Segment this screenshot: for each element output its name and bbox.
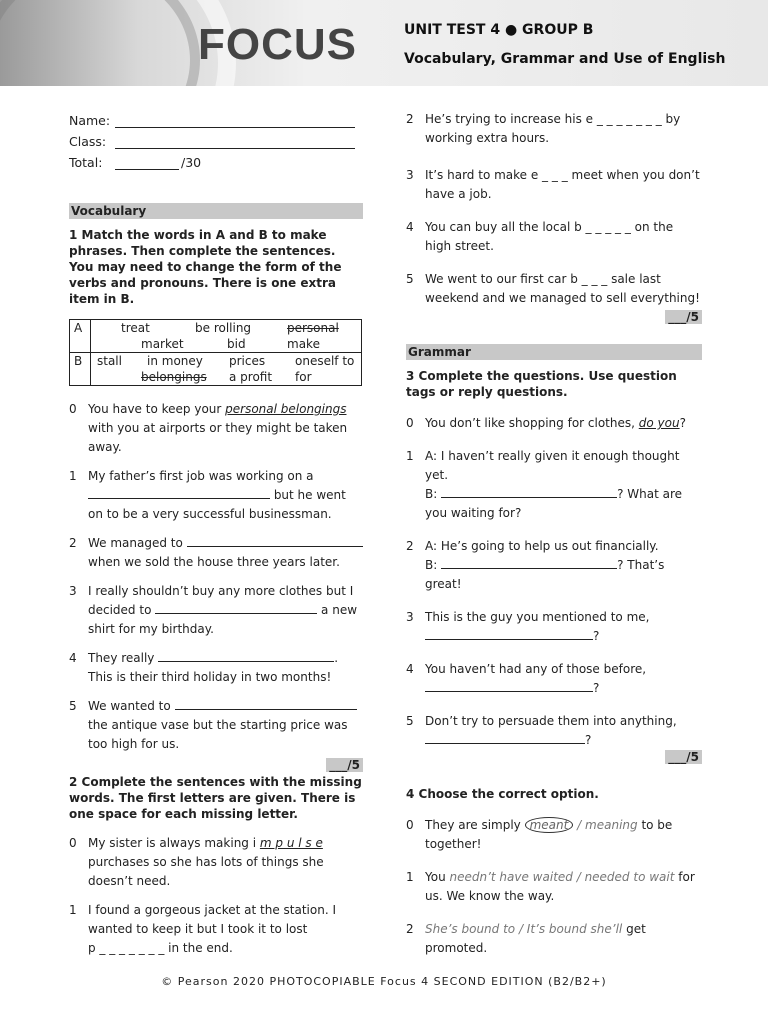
- score-box: ___/5: [665, 750, 702, 764]
- item-text: with you at airports or they might be taken away.: [88, 421, 348, 454]
- answer-blank[interactable]: [155, 601, 317, 614]
- speaker-label: B:: [425, 558, 442, 572]
- item-text: ? That’s great!: [425, 558, 665, 591]
- ex2-instruction: 2 Complete the sentences with the missing words. The first letters are given. There is one space for each missing letter.: [69, 775, 362, 821]
- ex3-item: [406, 660, 702, 698]
- item-text: for us. We know the way.: [425, 870, 695, 903]
- word-b: oneself to: [295, 354, 355, 368]
- item-number: 2: [406, 539, 414, 553]
- unit-title: UNIT TEST 4 ● GROUP B: [404, 22, 594, 38]
- item-text: We managed to: [88, 536, 187, 550]
- example-answer: personal belongings: [225, 402, 347, 416]
- word-a: personal: [287, 321, 339, 335]
- item-number: 2: [406, 112, 414, 126]
- ex4-item: [406, 920, 702, 958]
- score-box: ___/5: [665, 310, 702, 324]
- row-a-label: A: [70, 320, 91, 353]
- ex3-item: [406, 608, 702, 646]
- item-text: We wanted to: [88, 699, 175, 713]
- item-number: 1: [69, 469, 77, 483]
- ex1-instruction: 1 Match the words in A and B to make phrases. Then complete the sentences. You may need to change the form of the verbs and pronouns. There is one extra item in B.: [69, 228, 342, 306]
- score-box: ___/5: [326, 758, 363, 772]
- item-text: This is the guy you mentioned to me,: [425, 610, 650, 624]
- name-label: Name:: [69, 113, 111, 128]
- option[interactable]: needn’t have waited / needed to wait: [449, 870, 675, 884]
- item-number: 1: [69, 903, 77, 917]
- item-number: 5: [69, 699, 77, 713]
- page-header: [0, 0, 768, 86]
- item-text: You have to keep your: [88, 402, 226, 416]
- answer-blank[interactable]: [425, 679, 593, 692]
- item-text: get promoted.: [425, 922, 646, 955]
- item-text: You don’t like shopping for clothes,: [425, 416, 639, 430]
- word-b: stall: [97, 354, 122, 368]
- ex1-item: [69, 582, 363, 639]
- ex2-item: [406, 218, 702, 256]
- item-text: to be together!: [425, 818, 673, 851]
- option[interactable]: She’s bound to / It’s bound she’ll: [425, 922, 623, 936]
- name-field: [69, 110, 363, 131]
- ex1-item: [69, 649, 363, 687]
- item-text: purchases so she has lots of things she doesn’t need.: [88, 855, 324, 888]
- answer-blank[interactable]: [441, 485, 617, 498]
- item-text: a new shirt for my birthday.: [88, 603, 358, 636]
- ex1-item: [69, 697, 363, 754]
- row-b-label: B: [70, 353, 91, 386]
- class-field: [69, 131, 363, 152]
- item-number: 5: [406, 714, 414, 728]
- word-b: for: [295, 370, 312, 384]
- item-text: ? What are you waiting for?: [425, 487, 683, 520]
- circled-option[interactable]: meant: [525, 817, 574, 833]
- word-a: treat: [121, 321, 150, 335]
- item-text: Don’t try to persuade them into anything,: [425, 714, 677, 728]
- ex3-score: [406, 750, 702, 764]
- ex4-instruction: 4 Choose the correct option.: [406, 787, 599, 801]
- ex3-item: [406, 712, 702, 750]
- item-number: 5: [406, 272, 414, 286]
- ex3-item: [406, 414, 702, 433]
- item-text: You: [425, 870, 450, 884]
- logo-area: [0, 0, 390, 86]
- item-text: He’s trying to increase his e _ _ _ _ _ _ _ by working extra hours.: [425, 112, 681, 145]
- word-b: belongings: [141, 370, 207, 384]
- item-number: 3: [69, 584, 77, 598]
- example-answer: m p u l s e: [259, 836, 323, 850]
- item-number: 4: [69, 651, 77, 665]
- right-column: [406, 110, 702, 958]
- item-text: ?: [585, 733, 592, 747]
- answer-blank[interactable]: [187, 534, 363, 547]
- option[interactable]: meaning: [585, 818, 638, 832]
- word-a: make: [287, 337, 320, 351]
- item-text: ?: [593, 681, 600, 695]
- answer-blank[interactable]: [88, 486, 270, 499]
- class-label: Class:: [69, 134, 107, 149]
- item-number: 3: [406, 168, 414, 182]
- page-footer: © Pearson 2020 PHOTOCOPIABLE Focus 4 SECOND EDITION (B2/B2+): [161, 975, 607, 988]
- ex1-item: [69, 400, 363, 457]
- word-table: [69, 319, 362, 386]
- item-number: 0: [406, 818, 414, 832]
- decorative-swirl-inner: [0, 0, 200, 86]
- item-text: the antique vase but the starting price was too high for us.: [88, 718, 348, 751]
- word-b: prices: [229, 354, 266, 368]
- answer-blank[interactable]: [425, 731, 585, 744]
- ex2-score: [406, 310, 702, 324]
- ex2-item: [406, 270, 702, 308]
- item-text: My father’s first job was working on a: [88, 469, 314, 483]
- item-text: I really shouldn’t buy any more clothes but I decided to: [88, 584, 354, 617]
- ex2-item: [406, 110, 702, 148]
- ex3-item: [406, 447, 702, 523]
- focus-logo: FOCUS: [198, 20, 357, 69]
- item-text: A: He’s going to help us out financially.: [425, 539, 659, 553]
- item-text: A: I haven’t really given it enough thought yet.: [425, 449, 680, 482]
- answer-blank[interactable]: [441, 556, 617, 569]
- total-line[interactable]: [115, 156, 179, 170]
- word-a: bid: [227, 337, 246, 351]
- answer-blank[interactable]: [158, 649, 334, 662]
- item-number: 0: [69, 836, 77, 850]
- item-text: I found a gorgeous jacket at the station. I wanted to keep it but I took it to lost: [88, 903, 336, 936]
- answer-blank[interactable]: [175, 697, 357, 710]
- item-number: 3: [406, 610, 414, 624]
- ex1-score: [69, 758, 363, 772]
- item-text: p _ _ _ _ _ _ _ in the end.: [88, 941, 233, 955]
- vocabulary-heading: Vocabulary: [69, 203, 363, 219]
- word-b: in money: [147, 354, 203, 368]
- item-number: 2: [406, 922, 414, 936]
- item-number: 0: [69, 402, 77, 416]
- total-suffix: /30: [181, 155, 202, 170]
- item-number: 4: [406, 662, 414, 676]
- item-number: 1: [406, 449, 414, 463]
- item-text: when we sold the house three years later.: [88, 555, 340, 569]
- first-letter: i: [252, 836, 257, 850]
- item-text: They are simply: [425, 818, 525, 832]
- word-a: market: [141, 337, 184, 351]
- item-number: 2: [69, 536, 77, 550]
- speaker-label: B:: [425, 487, 442, 501]
- item-text: It’s hard to make e _ _ _ meet when you don’t have a job.: [425, 168, 700, 201]
- item-text: ?: [679, 416, 686, 430]
- left-column: [69, 110, 363, 958]
- ex2-item: [406, 166, 702, 204]
- item-text: You haven’t had any of those before,: [425, 662, 647, 676]
- item-text: You can buy all the local b _ _ _ _ _ on the high street.: [425, 220, 674, 253]
- ex3-instruction: 3 Complete the questions. Use question tags or reply questions.: [406, 369, 677, 399]
- item-text: ?: [593, 629, 600, 643]
- option-separator: /: [573, 818, 586, 832]
- item-number: 1: [406, 870, 414, 884]
- item-text: but he went on to be a very successful businessman.: [88, 488, 346, 521]
- total-label: Total:: [69, 155, 103, 170]
- ex4-item: [406, 868, 702, 906]
- item-text: My sister is always making: [88, 836, 253, 850]
- ex1-item: [69, 467, 363, 524]
- grammar-heading: Grammar: [406, 344, 702, 360]
- ex2-item: [69, 901, 363, 958]
- answer-blank[interactable]: [425, 627, 593, 640]
- item-text: . This is their third holiday in two months!: [88, 651, 339, 684]
- item-text: They really: [88, 651, 159, 665]
- ex4-item: [406, 816, 702, 854]
- ex2-item: [69, 834, 363, 891]
- item-number: 0: [406, 416, 414, 430]
- word-b: a profit: [229, 370, 273, 384]
- item-number: 4: [406, 220, 414, 234]
- item-text: We went to our first car b _ _ _ sale last weekend and we managed to sell everything!: [425, 272, 700, 305]
- word-a: be rolling: [195, 321, 252, 335]
- name-line[interactable]: [115, 114, 355, 128]
- ex3-item: [406, 537, 702, 594]
- total-field: [69, 152, 363, 173]
- ex1-item: [69, 534, 363, 572]
- example-answer: do you: [638, 416, 680, 430]
- class-line[interactable]: [115, 135, 355, 149]
- test-subtitle: Vocabulary, Grammar and Use of English: [404, 51, 726, 67]
